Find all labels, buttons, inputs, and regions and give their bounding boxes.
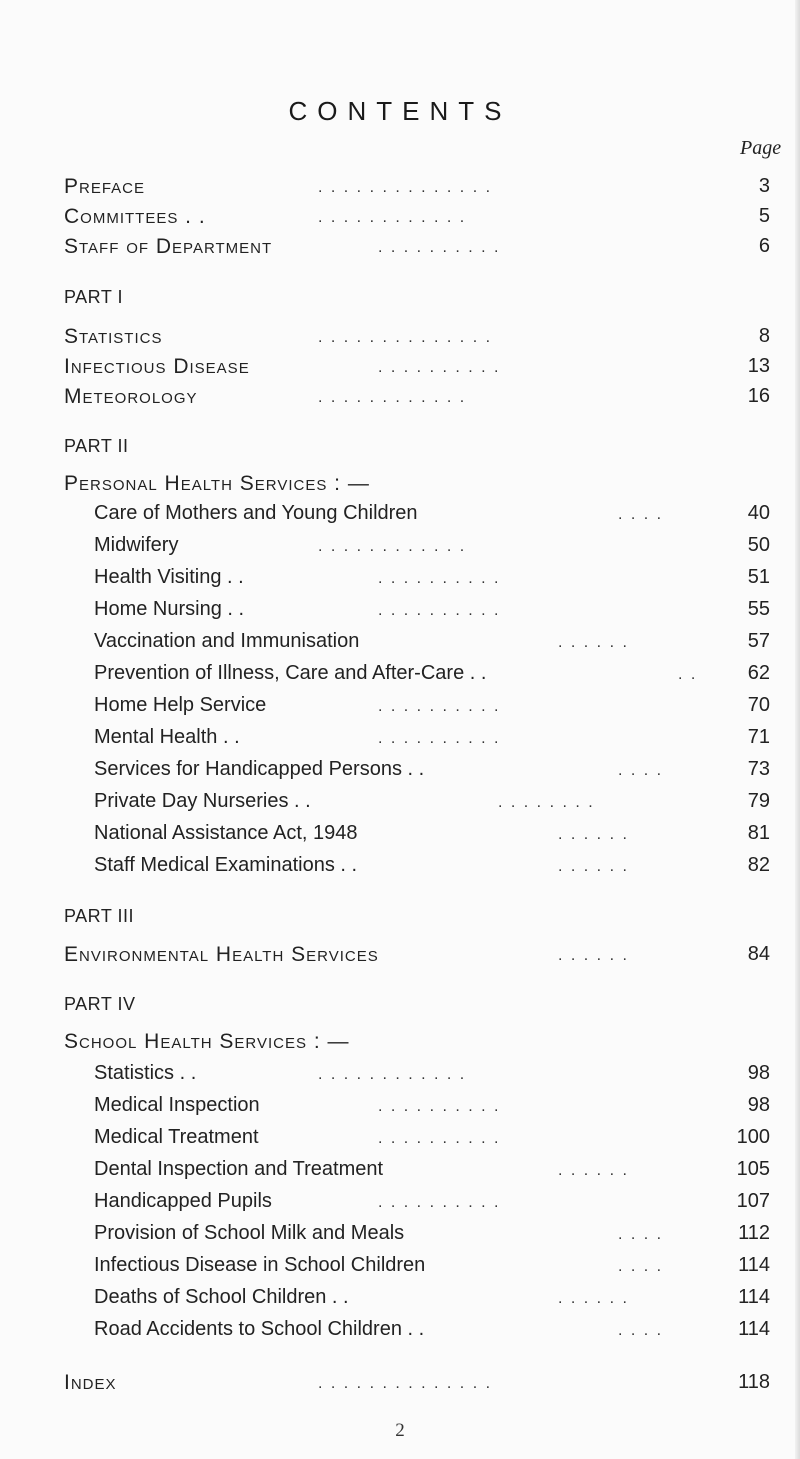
leader-dots: . . . . [618, 762, 664, 779]
toc-entry [0, 566, 800, 594]
toc-entry-page: 114 [738, 1318, 770, 1340]
toc-entry-label: Home Help Service [94, 694, 267, 716]
section-heading: School Health Services : — [64, 1030, 350, 1053]
toc-entry-label: Vaccination and Immunisation [94, 630, 360, 652]
toc-entry-page: 71 [747, 726, 770, 748]
toc-entry-label: Handicapped Pupils [94, 1190, 272, 1212]
toc-entry-page: 70 [747, 694, 770, 716]
leader-dots: . . . . . . . . . . [378, 1194, 501, 1211]
toc-entry-label: National Assistance Act, 1948 [94, 822, 358, 844]
leader-dots: . . . . . . . . . . [378, 602, 501, 619]
toc-entry [0, 534, 800, 562]
leader-dots: . . . . . . . . . . [378, 239, 501, 256]
toc-entry-page: 6 [758, 235, 770, 257]
part-heading: PART II [64, 436, 129, 456]
toc-entry-label: Provision of School Milk and Meals [94, 1222, 405, 1244]
toc-entry [0, 1286, 800, 1314]
toc-entry-label: Staff Medical Examinations . . [94, 854, 358, 876]
toc-entry-page: 5 [758, 205, 770, 227]
toc-entry-page: 8 [758, 325, 770, 347]
toc-entry-label: Medical Inspection [94, 1094, 260, 1116]
toc-entry [0, 758, 800, 786]
toc-entry [0, 943, 800, 971]
leader-dots: . . . . . . . . . . . . . . [318, 179, 493, 196]
leader-dots: . . . . . . [558, 1162, 629, 1179]
toc-entry-label: Statistics [64, 325, 163, 348]
toc-entry-page: 62 [747, 662, 770, 684]
toc-entry [0, 1222, 800, 1250]
part-heading: PART I [64, 287, 124, 307]
toc-entry-page: 84 [747, 943, 770, 965]
toc-entry [0, 790, 800, 818]
toc-entry [0, 1254, 800, 1282]
toc-entry-page: 55 [747, 598, 770, 620]
toc-entry [0, 1126, 800, 1154]
toc-entry-label: Deaths of School Children . . [94, 1286, 349, 1308]
leader-dots: . . . . . . . . [498, 794, 595, 811]
toc-entry-label: Medical Treatment [94, 1126, 259, 1148]
page-number: 2 [395, 1420, 405, 1441]
toc-entry-label: Infectious Disease [64, 355, 250, 378]
leader-dots: . . . . . . . . . . . . [318, 209, 467, 226]
toc-entry [0, 630, 800, 658]
toc-entry [0, 1190, 800, 1218]
toc-entry-page: 3 [758, 175, 770, 197]
toc-entry [0, 325, 800, 353]
leader-dots: . . . . . . . . . . . . [318, 538, 467, 555]
toc-entry-label: Preface [64, 175, 146, 198]
toc-entry-label: Index [64, 1371, 117, 1394]
leader-dots: . . . . . . [558, 858, 629, 875]
toc-entry-label: Committees . . [64, 205, 206, 228]
leader-dots: . . . . [618, 1226, 664, 1243]
toc-entry [0, 235, 800, 263]
toc-entry [0, 1158, 800, 1186]
toc-entry-label: Midwifery [94, 534, 179, 556]
toc-entry [0, 355, 800, 383]
toc-entry [0, 662, 800, 690]
leader-dots: . . . . [618, 1322, 664, 1339]
toc-entry-page: 105 [736, 1158, 770, 1180]
leader-dots: . . . . . . . . . . . . [318, 1066, 467, 1083]
leader-dots: . . . . [618, 1258, 664, 1275]
toc-entry-page: 118 [738, 1371, 770, 1393]
toc-entry [0, 502, 800, 530]
toc-entry-page: 112 [738, 1222, 770, 1244]
toc-entry-label: Mental Health . . [94, 726, 240, 748]
toc-entry-label: Environmental Health Services [64, 943, 379, 966]
part-heading: PART III [64, 906, 135, 926]
toc-entry [0, 175, 800, 203]
toc-entry-label: Meteorology [64, 385, 198, 408]
page-column-header: Page [740, 137, 782, 159]
leader-dots: . . [678, 666, 698, 683]
toc-entry-page: 73 [747, 758, 770, 780]
toc-entry-page: 81 [747, 822, 770, 844]
toc-entry-label: Statistics . . [94, 1062, 197, 1084]
toc-entry-label: Road Accidents to School Children . . [94, 1318, 425, 1340]
toc-entry [0, 1094, 800, 1122]
toc-entry-label: Staff of Department [64, 235, 273, 258]
leader-dots: . . . . . . [558, 826, 629, 843]
toc-entry-page: 79 [747, 790, 770, 812]
toc-entry-page: 40 [747, 502, 770, 524]
toc-entry-page: 114 [738, 1286, 770, 1308]
toc-entry [0, 822, 800, 850]
toc-entry [0, 385, 800, 413]
toc-entry-label: Services for Handicapped Persons . . [94, 758, 425, 780]
toc-entry-page: 98 [747, 1062, 770, 1084]
toc-entry [0, 1318, 800, 1346]
toc-entry-page: 107 [736, 1190, 770, 1212]
leader-dots: . . . . . . . . . . [378, 698, 501, 715]
toc-entry [0, 694, 800, 722]
leader-dots: . . . . . . . . . . [378, 1130, 501, 1147]
page-title: CONTENTS [288, 96, 512, 126]
toc-entry-page: 16 [747, 385, 770, 407]
toc-entry-page: 51 [747, 566, 770, 588]
leader-dots: . . . . . . [558, 947, 629, 964]
toc-entry-page: 50 [747, 534, 770, 556]
toc-entry-label: Care of Mothers and Young Children [94, 502, 418, 524]
toc-entry-label: Home Nursing . . [94, 598, 245, 620]
leader-dots: . . . . . . . . . . [378, 359, 501, 376]
toc-entry [0, 726, 800, 754]
leader-dots: . . . . . . . . . . . . . . [318, 1375, 493, 1392]
toc-entry-label: Dental Inspection and Treatment [94, 1158, 384, 1180]
leader-dots: . . . . [618, 506, 664, 523]
toc-entry [0, 598, 800, 626]
leader-dots: . . . . . . . . . . . . [318, 389, 467, 406]
toc-entry-label: Private Day Nurseries . . [94, 790, 311, 812]
leader-dots: . . . . . . . . . . . . . . [318, 329, 493, 346]
toc-entry [0, 1062, 800, 1090]
toc-entry-label: Health Visiting . . [94, 566, 244, 588]
toc-entry-page: 98 [747, 1094, 770, 1116]
leader-dots: . . . . . . . . . . [378, 1098, 501, 1115]
leader-dots: . . . . . . [558, 634, 629, 651]
section-heading: Personal Health Services : — [64, 472, 370, 495]
toc-entry-page: 100 [736, 1126, 770, 1148]
leader-dots: . . . . . . . . . . [378, 570, 501, 587]
toc-entry-page: 57 [747, 630, 770, 652]
toc-entry [0, 205, 800, 233]
toc-entry [0, 1371, 800, 1399]
toc-entry-page: 13 [747, 355, 770, 377]
toc-entry-label: Infectious Disease in School Children [94, 1254, 426, 1276]
part-heading: PART IV [64, 994, 136, 1014]
toc-entry-page: 82 [747, 854, 770, 876]
toc-entry [0, 854, 800, 882]
toc-entry-page: 114 [738, 1254, 770, 1276]
leader-dots: . . . . . . . . . . [378, 730, 501, 747]
leader-dots: . . . . . . [558, 1290, 629, 1307]
toc-entry-label: Prevention of Illness, Care and After-Care . . [94, 662, 487, 684]
